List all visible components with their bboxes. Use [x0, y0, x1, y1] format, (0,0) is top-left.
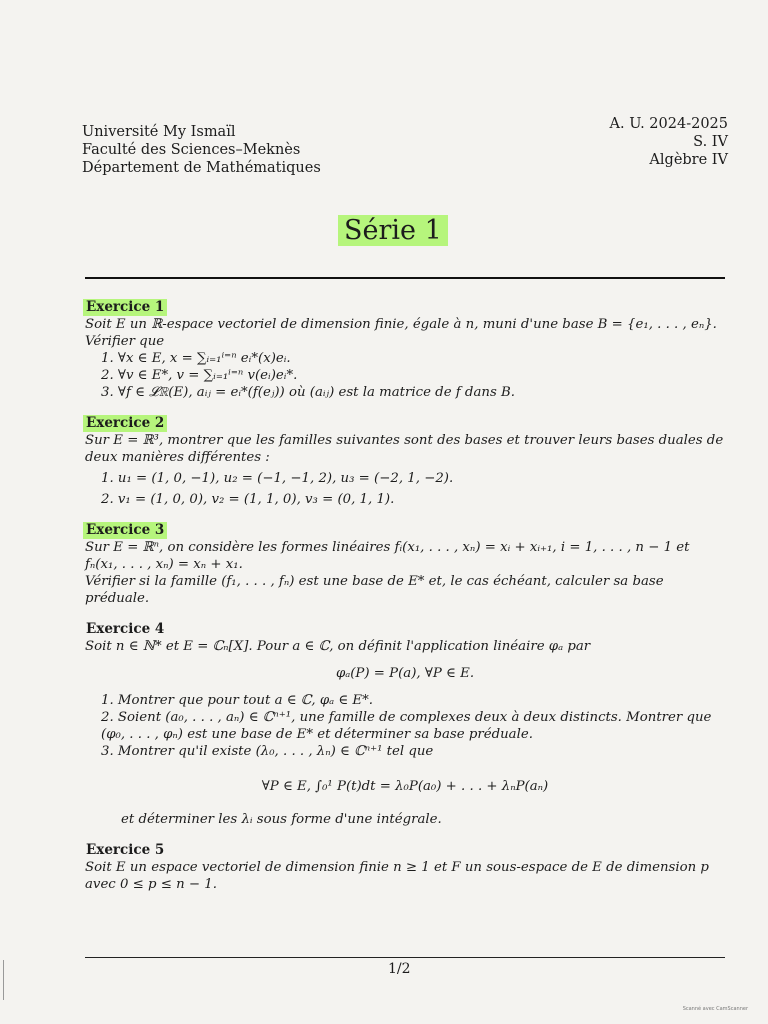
exercise-3-line-2: fₙ(x₁, . . . , xₙ) = xₙ + x₁.: [85, 557, 243, 572]
exercise-4: [85, 621, 725, 828]
exercise-4-item-3: 3. Montrer qu'il existe (λ₀, . . . , λₙ) ∈ ℂⁿ⁺¹ tel que: [101, 744, 434, 759]
scanner-watermark: Scanné avec CamScanner: [682, 1006, 748, 1012]
exercise-4-title: Exercice 4: [86, 621, 165, 637]
exercise-list: [85, 299, 725, 907]
institution-header: [82, 123, 321, 177]
semester: S. IV: [693, 134, 728, 150]
course-header: [610, 115, 729, 169]
exercise-4-intro: Soit n ∈ ℕ* et E = ℂₙ[X]. Pour a ∈ ℂ, on définit l'application linéaire φₐ par: [85, 639, 591, 654]
exercise-5-intro: Soit E un espace vectoriel de dimension finie n ≥ 1 et F un sous-espace de E de dimension p avec 0 ≤ p ≤ n − 1.: [85, 860, 709, 892]
course-name: Algèbre IV: [649, 152, 728, 168]
exercise-1-title: Exercice 1: [83, 299, 167, 316]
faculty-name: Faculté des Sciences–Meknès: [82, 142, 301, 158]
page-number: 1/2: [388, 961, 411, 977]
exercise-3-title: Exercice 3: [83, 522, 167, 539]
exercise-4-item-1: 1. Montrer que pour tout a ∈ ℂ, φₐ ∈ E*.: [101, 693, 374, 708]
exercise-3-line-1: Sur E = ℝⁿ, on considère les formes linéaires fᵢ(x₁, . . . , xₙ) = xᵢ + xᵢ₊₁, i = 1, . . . , n − 1 et: [85, 540, 690, 555]
exercise-2-item-1: 1. u₁ = (1, 0, −1), u₂ = (−1, −1, 2), u₃ = (−2, 1, −2).: [101, 471, 454, 486]
exercise-3: [85, 522, 725, 607]
exercise-2-title: Exercice 2: [83, 415, 167, 432]
exercise-3-line-3: Vérifier si la famille (f₁, . . . , fₙ) est une base de E* et, le cas échéant, calculer sa base préduale.: [85, 574, 664, 606]
footer-divider: [85, 957, 725, 958]
exercise-2-item-2: 2. v₁ = (1, 0, 0), v₂ = (1, 1, 0), v₃ = (0, 1, 1).: [101, 492, 395, 507]
exercise-4-item-3-end: et déterminer les λᵢ sous forme d'une intégrale.: [121, 812, 442, 827]
exercise-1-item-3: 3. ∀f ∈ 𝓛ℝ(E), aᵢⱼ = eᵢ*(f(eⱼ)) où (aᵢⱼ) est la matrice de f dans B.: [101, 385, 515, 400]
page-title: Série 1: [338, 215, 448, 246]
exercise-1-item-2: 2. ∀v ∈ E*, v = ∑ᵢ₌₁ⁱ⁼ⁿ v(eᵢ)eᵢ*.: [101, 368, 298, 383]
university-name: Université My Ismaïl: [82, 124, 236, 140]
exercise-2-intro: Sur E = ℝ³, montrer que les familles suivantes sont des bases et trouver leurs bases duales de deux manières différentes :: [85, 433, 724, 465]
department-name: Département de Mathématiques: [82, 160, 321, 176]
exercise-2: [85, 415, 725, 508]
exercise-1-intro: Soit E un ℝ-espace vectoriel de dimension finie, égale à n, muni d'une base B = {e₁, . . . , eₙ}.: [85, 317, 717, 332]
exercise-1: [85, 299, 725, 401]
scan-edge-line: [3, 960, 4, 1000]
exercise-5-title: Exercice 5: [86, 842, 165, 858]
exercise-1-verify: Vérifier que: [85, 334, 165, 349]
exercise-5: [85, 842, 725, 893]
exercise-4-item-2: 2. Soient (a₀, . . . , aₙ) ∈ ℂⁿ⁺¹, une famille de complexes deux à deux distincts. Montrer que (φ₀, . . . , φₙ) est une base de E* et déterminer sa base préduale.: [101, 710, 712, 742]
exercise-4-formula: φₐ(P) = P(a), ∀P ∈ E.: [335, 666, 475, 681]
academic-year: A. U. 2024-2025: [609, 116, 728, 132]
exercise-1-item-1: 1. ∀x ∈ E, x = ∑ᵢ₌₁ⁱ⁼ⁿ eᵢ*(x)eᵢ.: [101, 351, 291, 366]
title-divider: [85, 277, 725, 279]
exercise-4-integral: ∀P ∈ E, ∫₀¹ P(t)dt = λ₀P(a₀) + . . . + λₙP(aₙ): [261, 779, 549, 794]
